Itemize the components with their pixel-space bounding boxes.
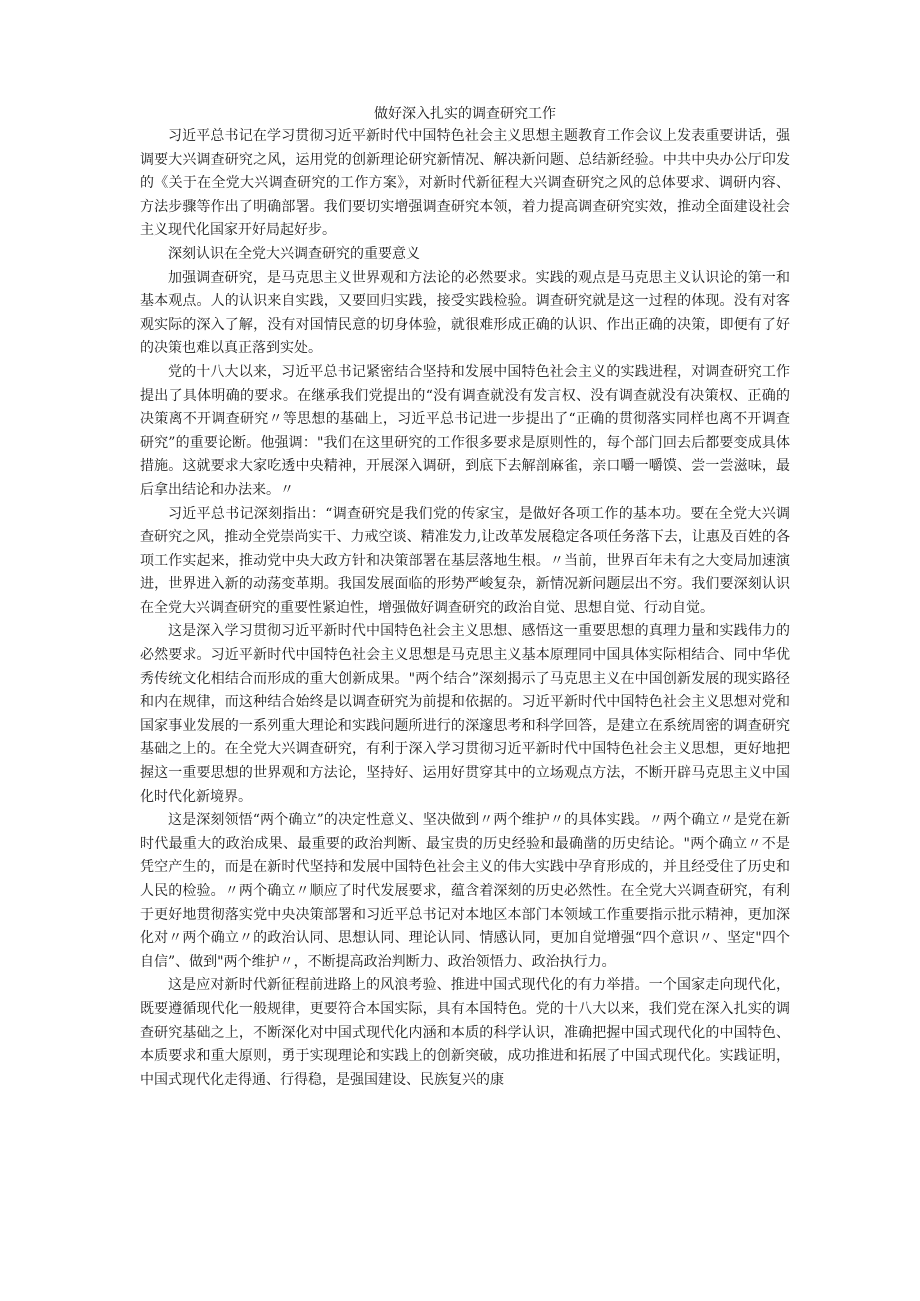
paragraph-intro: 习近平总书记在学习贯彻习近平新时代中国特色社会主义思想主题教育工作会议上发表重要讲话，强调要大兴调查研究之风，运用党的创新理论研究新情况、解决新问题、总结新经验。中共中央办公厅印发的《关于在全党大兴调查研究的工作方案》，对新时代新征程大兴调查研究之风的总体要求、调研内容、方法步骤等作出了明确部署。我们要切实增强调查研究本领，着力提高调查研究实效，推动全面建设社会主义现代化国家开好局起好步。 (140, 128, 790, 239)
paragraph: 党的十八大以来，习近平总书记紧密结合坚持和发展中国特色社会主义的实践进程，对调查研究工作提出了具体明确的要求。在继承我们党提出的“没有调查就没有发言权、没有调查就没有决策权、正确的决策离不开调查研究〃等思想的基础上，习近平总书记进一步提出了“正确的贯彻落实同样也离不开调查研究”的重要论断。他强调："我们在这里研究的工作很多要求是原则性的，每个部门回去后都要变成具体措施。这就要求大家吃透中央精神，开展深入调研，到底下去解剖麻雀，亲口嚼一嚼馍、尝一尝滋味，最后拿出结论和办法来。〃 (140, 363, 790, 498)
paragraph: 这是深刻领悟“两个确立”的决定性意义、坚决做到〃两个维护〃的具体实践。〃两个确立〃是党在新时代最重大的政治成果、最重要的政治判断、最宝贵的历史经验和最确凿的历史结论。"两个确立〃不是凭空产生的，而是在新时代坚持和发展中国特色社会主义的伟大实践中孕育形成的，并且经受住了历史和人民的检验。〃两个确立〃顺应了时代发展要求，蕴含着深刻的历史必然性。在全党大兴调查研究，有利于更好地贯彻落实党中央决策部署和习近平总书记对本地区本部门本领域工作重要指示批示精神，更加深化对〃两个确立〃的政治认同、思想认同、理论认同、情感认同，更加自觉增强“四个意识〃、坚定"四个自信”、做到"两个维护〃，不断提高政治判断力、政治领悟力、政治执行力。 (140, 812, 790, 970)
section-heading: 深刻认识在全党大兴调查研究的重要意义 (168, 245, 420, 262)
paragraph: 习近平总书记深刻指出：“调查研究是我们党的传家宝，是做好各项工作的基本功。要在全党大兴调查研究之风，推动全党崇尚实干、力戒空谈、精准发力,让改革发展稳定各项任务落下去，让惠及百姓的各项工作实起来，推动党中央大政方针和决策部署在基层落地生根。〃当前，世界百年未有之大变局加速演进，世界进入新的动荡变革期。我国发展面临的形势严峻复杂，新情况新问题层出不穷。我们要深刻认识在全党大兴调查研究的重要性紧迫性，增强做好调查研究的政治自觉、思想自觉、行动自觉。 (140, 505, 790, 616)
paragraph: 这是深入学习贯彻习近平新时代中国特色社会主义思想、感悟这一重要思想的真理力量和实践伟力的必然要求。习近平新时代中国特色社会主义思想是马克思主义基本原理同中国具体实际相结合、同中华优秀传统文化相结合而形成的重大创新成果。"两个结合”深刻揭示了马克思主义在中国创新发展的现实路径和内在规律，而这种结合始终是以调查研究为前提和依据的。习近平新时代中国特色社会主义思想对党和国家事业发展的一系列重大理论和实践问题所进行的深邃思考和科学回答，是建立在系统周密的调查研究基础之上的。在全党大兴调查研究，有利于深入学习贯彻习近平新时代中国特色社会主义思想，更好地把握这一重要思想的世界观和方法论，坚持好、运用好贯穿其中的立场观点方法，不断开辟马克思主义中国化时代化新境界。 (140, 623, 790, 805)
document-title: 做好深入扎实的调查研究工作 (374, 106, 556, 122)
paragraph: 加强调查研究，是马克思主义世界观和方法论的必然要求。实践的观点是马克思主义认识论的第一和基本观点。人的认识来自实践，又要回归实践，接受实践检验。调查研究就是这一过程的体现。没有对客观实际的深入了解，没有对国情民意的切身体验，就很难形成正确的认识、作出正确的决策，即便有了好的决策也难以真正落到实处。 (140, 269, 790, 357)
paragraph: 这是应对新时代新征程前进路上的风浪考验、推进中国式现代化的有力举措。一个国家走向现代化，既要遵循现代化一般规律，更要符合本国实际，具有本国特色。党的十八大以来，我们党在深入扎实的调查研究基础之上，不断深化对中国式现代化内涵和本质的科学认识，准确把握中国式现代化的中国特色、本质要求和重大原则，勇于实现理论和实践上的创新突破，成功推进和拓展了中国式现代化。实践证明，中国式现代化走得通、行得稳，是强国建设、民族复兴的康 (140, 977, 790, 1088)
document-page (140, 103, 790, 1092)
